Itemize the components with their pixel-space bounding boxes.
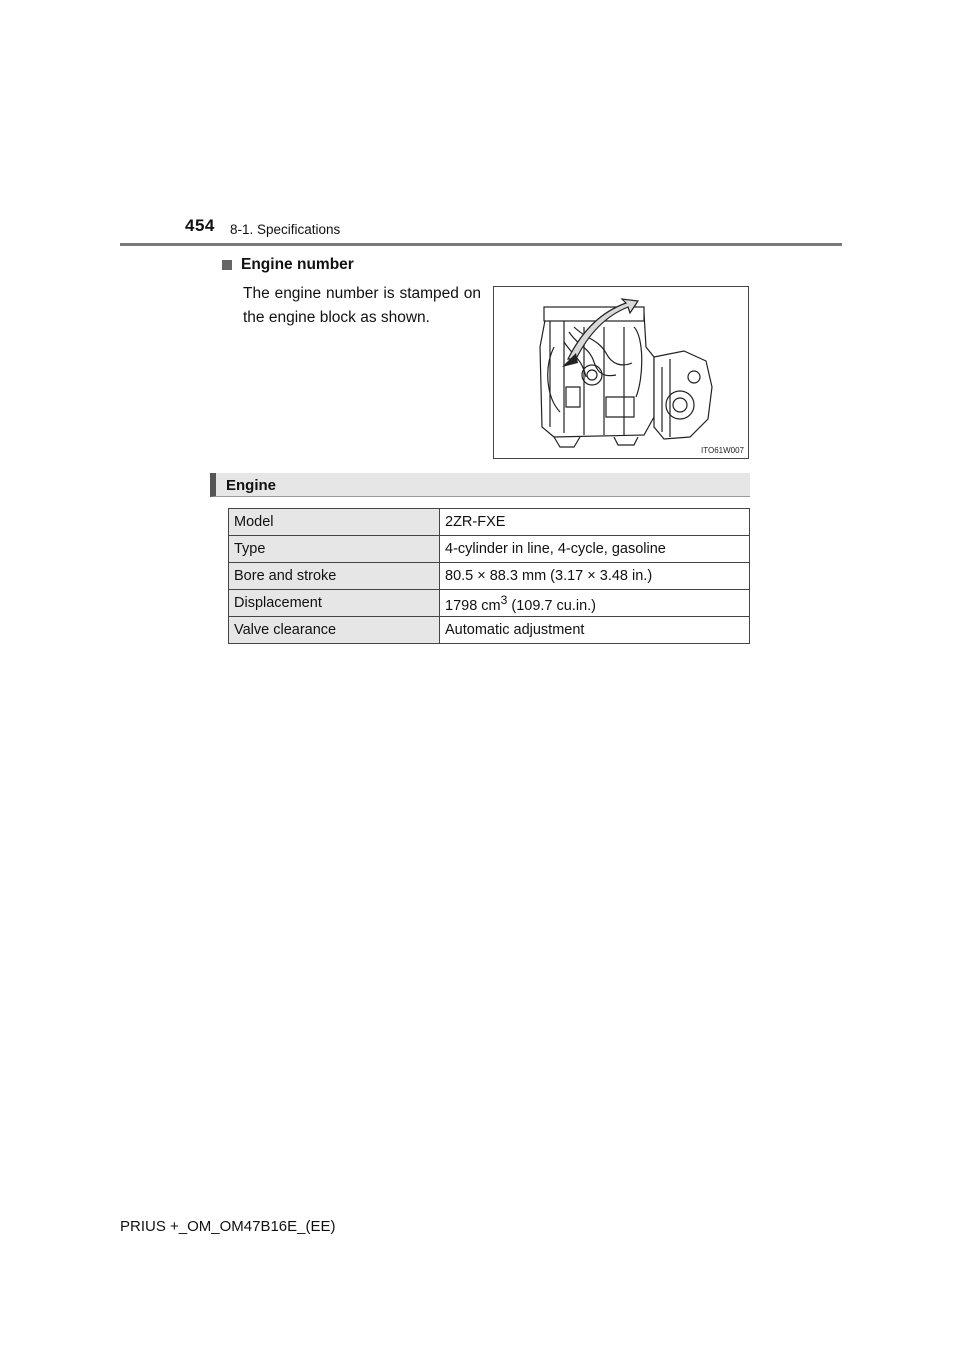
table-row [229,617,750,644]
spec-value [440,590,750,617]
spec-value: 2ZR-FXE [440,509,750,536]
square-bullet-icon [222,260,232,270]
engine-illustration-icon [494,287,748,458]
table-row [229,509,750,536]
engine-spec-table [228,508,750,644]
engine-figure [493,286,749,459]
displacement-exponent: 3 [500,592,508,607]
spec-label: Bore and stroke [229,563,440,590]
displacement-value: 1798 cm [445,597,501,614]
engine-number-heading [222,256,354,274]
footer-code: PRIUS +_OM_OM47B16E_(EE) [120,1218,336,1235]
spec-value: 4-cylinder in line, 4-cycle, gasoline [440,536,750,563]
spec-label: Displacement [229,590,440,617]
table-row [229,536,750,563]
engine-number-body: The engine number is stamped on the engine block as shown. [243,285,481,326]
spec-value: Automatic adjustment [440,617,750,644]
spec-label: Valve clearance [229,617,440,644]
engine-table-heading [210,473,750,497]
spec-value: 80.5 × 88.3 mm (3.17 × 3.48 in.) [440,563,750,590]
section-label: 8-1. Specifications [230,222,341,237]
page-number: 454 [185,216,215,235]
engine-number-heading-text: Engine number [241,256,354,273]
table-row [229,563,750,590]
displacement-imperial: (109.7 cu.in.) [507,597,597,614]
spec-label: Type [229,536,440,563]
table-row [229,590,750,617]
header-rule [120,243,842,246]
figure-code: ITO61W007 [701,446,744,455]
spec-label: Model [229,509,440,536]
engine-table-heading-text: Engine [226,477,277,494]
